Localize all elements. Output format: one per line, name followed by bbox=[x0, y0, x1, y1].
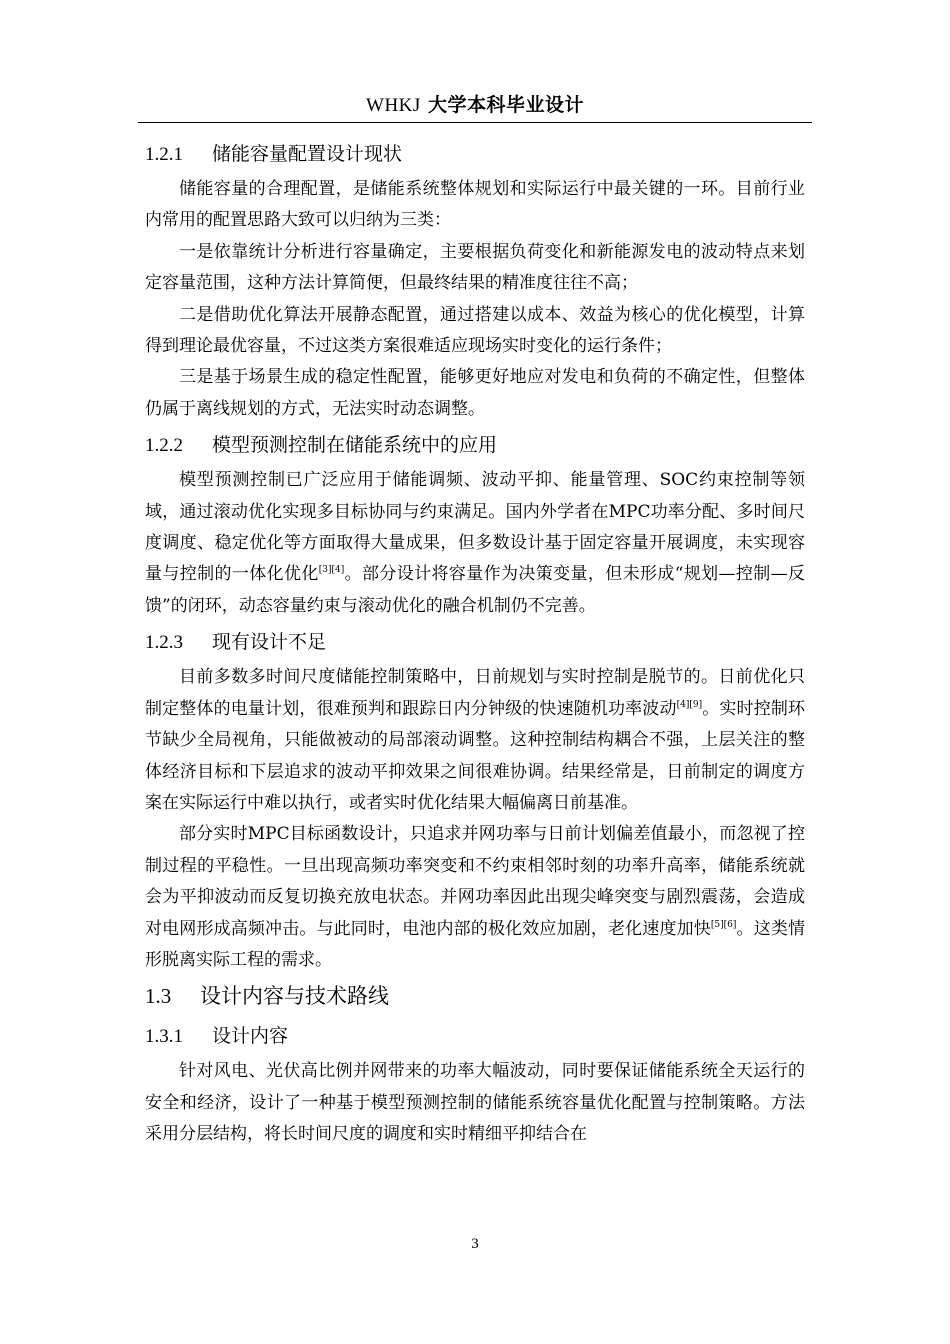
section-heading-1-2-1 bbox=[145, 134, 805, 174]
paragraph-text: 。实时控制环节缺少全局视角，只能做被动的局部滚动调整。这种控制结构耦合不强，上层关注的整体经济目标和下层追求的波动平抑效果之间很难协调。结果经常是，日前制定的调度方案在实际运行中难以执行，或者实时优化结果大幅偏离日前基准。 bbox=[145, 698, 806, 813]
paragraph: 二是借助优化算法开展静态配置，通过搭建以成本、效益为核心的优化模型，计算得到理论最优容量，不过这类方案很难适应现场实时变化的运行条件； bbox=[145, 304, 805, 357]
paragraph: 储能容量的合理配置，是储能系统整体规划和实际运行中最关键的一环。目前行业内常用的配置思路大致可以归纳为三类： bbox=[145, 179, 805, 231]
section-number: 1.3.1 bbox=[145, 1026, 183, 1048]
paragraph-text: 部分实时MPC目标函数设计，只追求并网功率与日前计划偏差值最小，而忽视了控制过程的平稳性。一旦出现高频功率突变和不约束相邻时刻的功率升高率，储能系统就会为平抑波动而反复切换充放电状态。并网功率因此出现尖峰突变与剧烈震荡，会造成对电网形成高频冲击。与此同时，电池内部的极化效应加剧，老化速度加快 bbox=[145, 824, 805, 939]
paragraph bbox=[145, 662, 805, 819]
page-body bbox=[145, 134, 805, 1151]
section-number: 1.2.2 bbox=[145, 435, 183, 457]
citation: [4][9] bbox=[676, 699, 703, 710]
section-title: 储能容量配置设计现状 bbox=[212, 143, 403, 165]
section-number: 1.3 bbox=[145, 984, 172, 1009]
header-abbr: WHKJ bbox=[366, 95, 421, 116]
section-heading-1-3 bbox=[145, 976, 805, 1016]
paragraph: 针对风电、光伏高比例并网带来的功率大幅波动，同时要保证储能系统全天运行的安全和经济，设计了一种基于模型预测控制的储能系统容量优化配置与控制策略。方法采用分层结构，将长时间尺度的调度和实时精细平抑结合在 bbox=[145, 1061, 805, 1145]
header-title-text: 大学本科毕业设计 bbox=[427, 94, 584, 116]
citation: [3][4] bbox=[318, 565, 345, 576]
page-header bbox=[138, 88, 812, 123]
paragraph-text: 。部分设计将容量作为决策变量，但未形成“规划—控制—反馈”的闭环，动态容量约束与滚动优化的融合机制仍不完善。 bbox=[145, 564, 805, 616]
citation: [5][6] bbox=[710, 919, 737, 930]
section-title: 模型预测控制在储能系统中的应用 bbox=[212, 434, 498, 457]
paragraph: 三是基于场景生成的稳定性配置，能够更好地应对发电和负荷的不确定性，但整体仍属于离线规划的方式，无法实时动态调整。 bbox=[145, 367, 805, 419]
paragraph bbox=[145, 819, 805, 976]
page-number: 3 bbox=[471, 1236, 479, 1252]
section-title: 设计内容与技术路线 bbox=[200, 984, 389, 1009]
section-title: 现有设计不足 bbox=[212, 631, 327, 654]
paragraph-text: 。这类情形脱离实际工程的需求。 bbox=[145, 918, 806, 970]
paragraph: 一是依靠统计分析进行容量确定，主要根据负荷变化和新能源发电的波动特点来划定容量范围，这种方法计算简便，但最终结果的精准度往往不高； bbox=[145, 241, 805, 294]
section-heading-1-2-2 bbox=[145, 425, 805, 465]
section-number: 1.2.3 bbox=[145, 632, 183, 654]
header-title bbox=[366, 94, 584, 116]
paragraph bbox=[145, 465, 805, 622]
section-title: 设计内容 bbox=[212, 1025, 289, 1048]
paragraph-text: 模型预测控制已广泛应用于储能调频、波动平抑、能量管理、SOC约束控制等领域，通过滚动优化实现多目标协同与约束满足。国内外学者在MPC功率分配、多时间尺度调度、稳定优化等方面取得大量成果，但多数设计基于固定容量开展调度，未实现容量与控制的一体化优化 bbox=[145, 470, 805, 585]
paragraph-text: 目前多数多时间尺度储能控制策略中，日前规划与实时控制是脱节的。日前优化只制定整体的电量计划，很难预判和跟踪日内分钟级的快速随机功率波动 bbox=[145, 667, 805, 719]
section-heading-1-3-1 bbox=[145, 1016, 805, 1056]
section-heading-1-2-3 bbox=[145, 622, 805, 662]
section-number: 1.2.1 bbox=[145, 144, 183, 165]
